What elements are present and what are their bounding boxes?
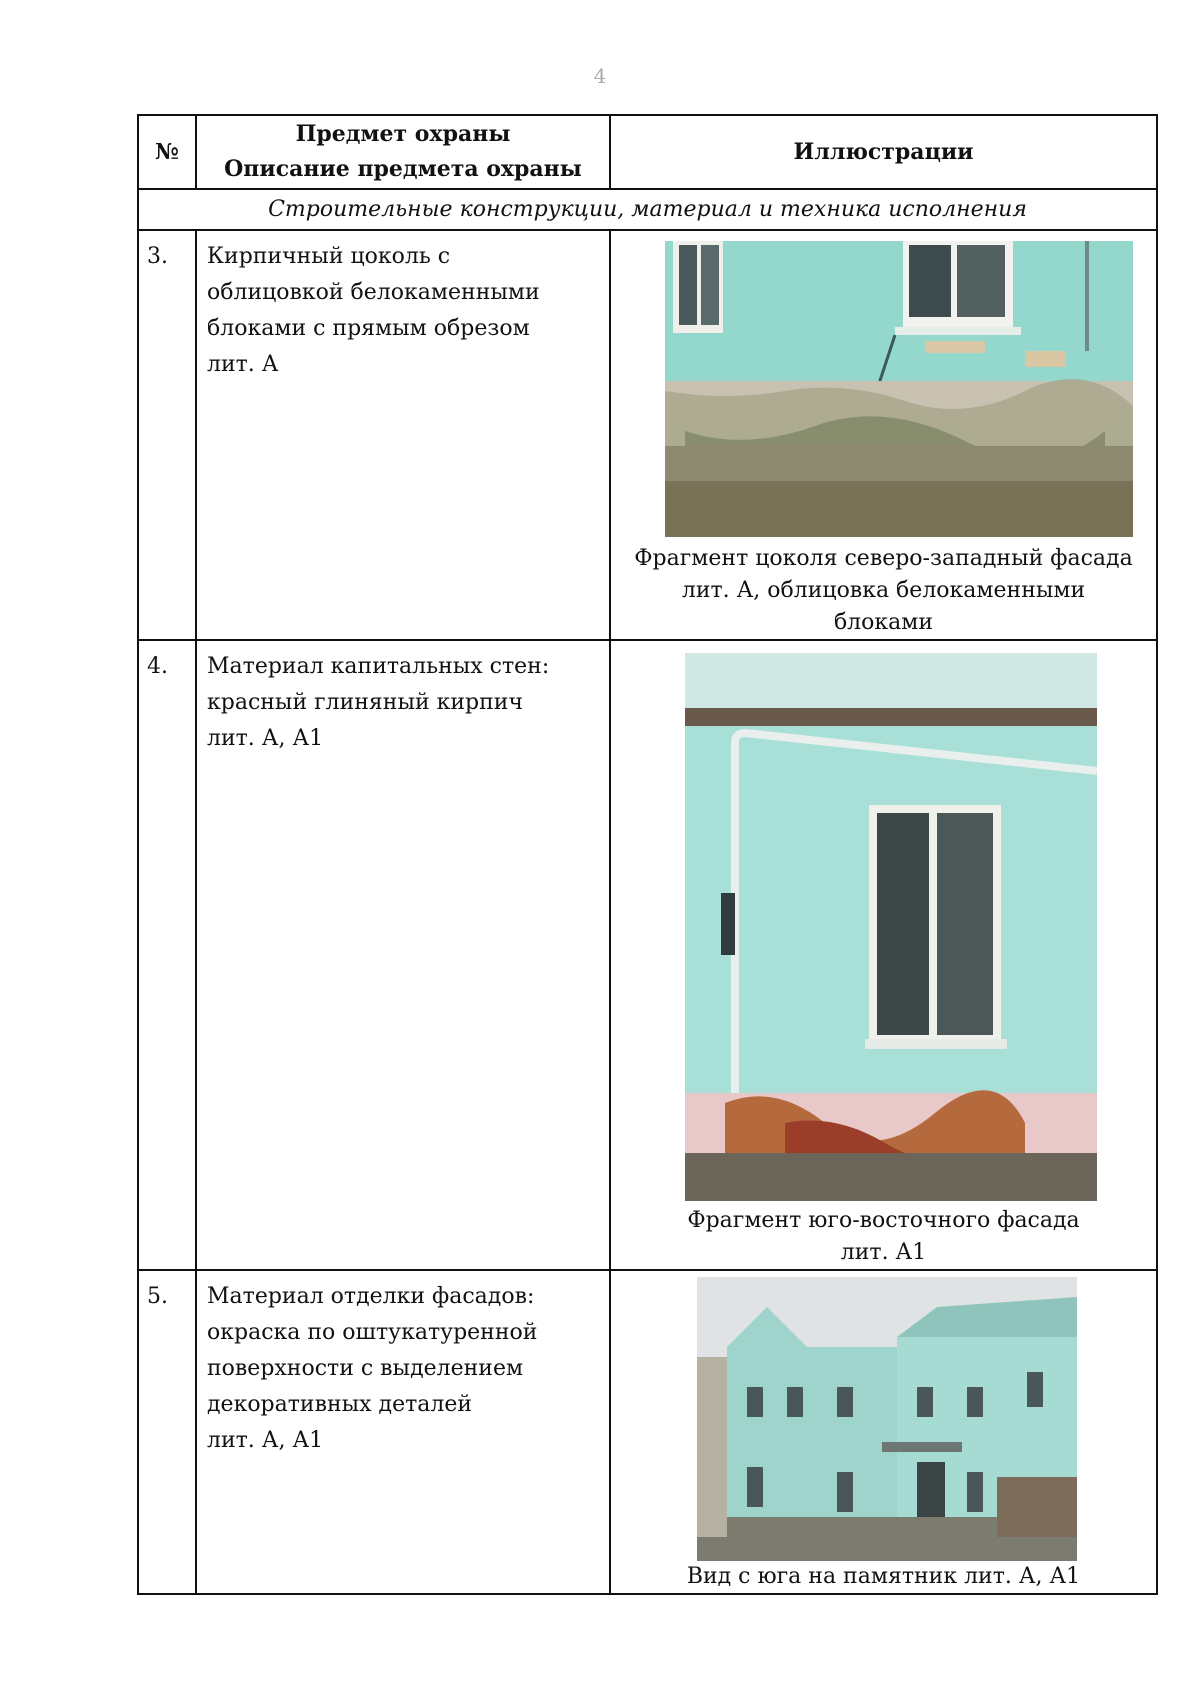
section-title: Строительные конструкции, материал и техника исполнения [138,189,1157,230]
table-row [138,230,1157,640]
section-row [138,189,1157,230]
description-line: Материал капитальных стен: [207,654,550,679]
description-line: Кирпичный цоколь с [207,244,451,269]
row-illustration [610,640,1157,1270]
caption-line: Фрагмент цоколя северо-западный фасада [634,546,1133,571]
header-num: № [138,115,196,189]
row-number: 4. [138,640,196,1270]
table-header-row [138,115,1157,189]
photo-caption [611,1205,1156,1269]
protection-subject-table [137,114,1158,1595]
description-line: облицовкой белокаменными [207,280,540,305]
header-illustrations: Иллюстрации [610,115,1157,189]
description-line: декоративных деталей [207,1392,473,1417]
caption-line: Вид с юга на памятник лит. А, А1 [686,1564,1081,1589]
description-line: лит. А, А1 [207,726,324,751]
description-line: лит. А [207,352,279,377]
row-description [196,1270,610,1594]
description-line: Материал отделки фасадов: [207,1284,535,1309]
photo-plinth-northwest-facade [665,241,1133,537]
description-line: лит. А, А1 [207,1428,324,1453]
row-description [196,230,610,640]
row-description [196,640,610,1270]
table-row [138,640,1157,1270]
caption-line: блоками [833,610,934,635]
description-line: блоками с прямым обрезом [207,316,530,341]
photo-caption [611,1561,1156,1593]
header-subject [196,115,610,189]
description-line: поверхности с выделением [207,1356,524,1381]
photo-southeast-facade-wall [685,653,1097,1201]
row-illustration [610,230,1157,640]
header-subject-line1: Предмет охраны [295,121,511,147]
photo-south-view-building [697,1277,1077,1561]
row-number: 3. [138,230,196,640]
caption-line: лит. А, облицовка белокаменными [681,578,1086,603]
caption-line: Фрагмент юго-восточного фасада [687,1208,1080,1233]
row-illustration [610,1270,1157,1594]
row-number: 5. [138,1270,196,1594]
table-row [138,1270,1157,1594]
description-line: красный глиняный кирпич [207,690,524,715]
description-line: окраска по оштукатуренной [207,1320,538,1345]
header-subject-line2: Описание предмета охраны [224,156,582,182]
page-number: 4 [593,64,607,88]
caption-line: лит. А1 [840,1240,927,1265]
photo-caption [611,543,1156,639]
